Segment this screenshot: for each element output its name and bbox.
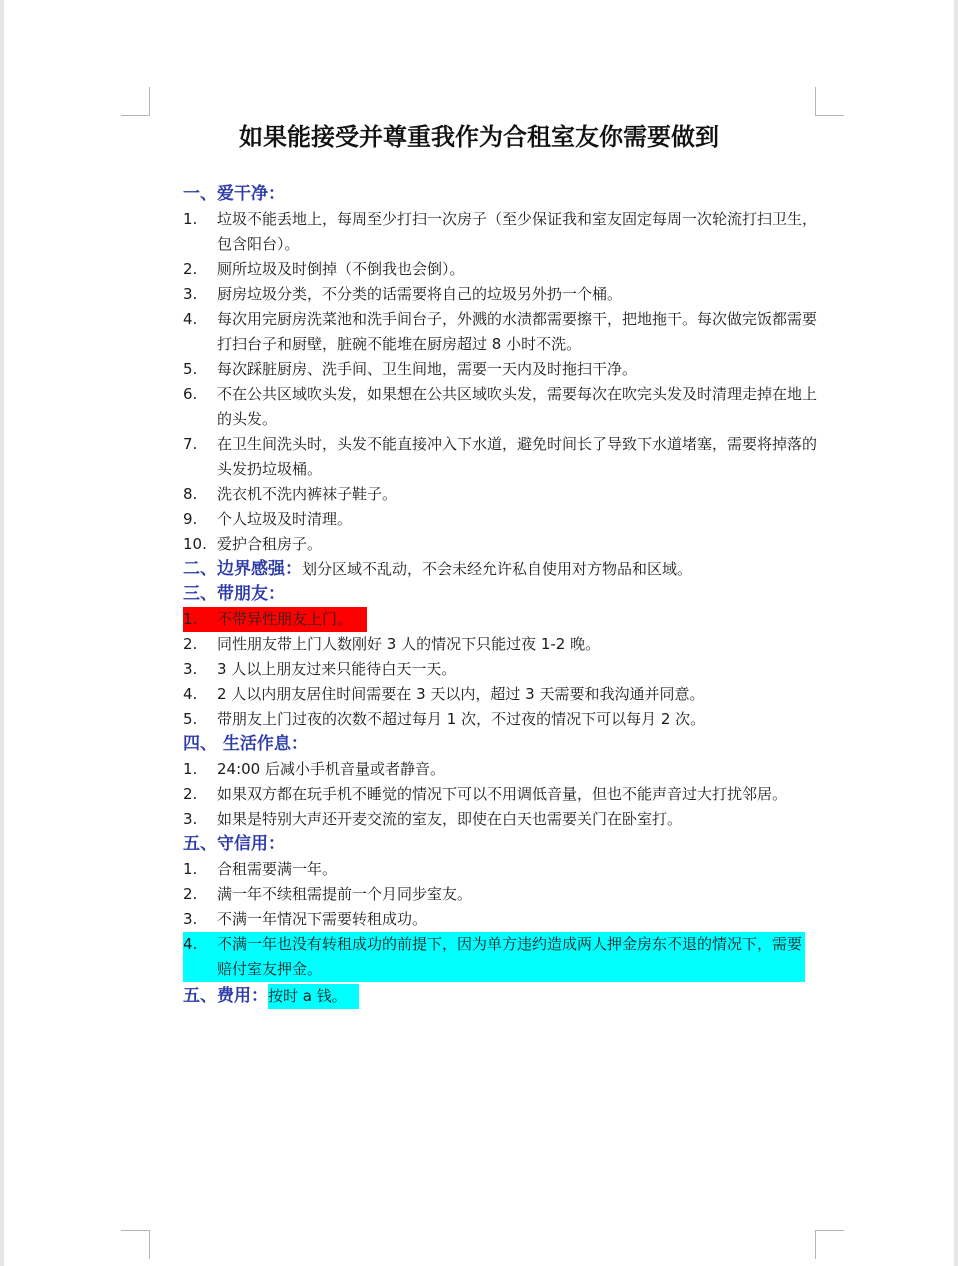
list-text: 24:00 后减小手机音量或者静音。 <box>217 760 445 778</box>
list-text: 垃圾不能丢地上，每周至少打扫一次房子（至少保证我和室友固定每周一次轮流打扫卫生，包含阳台）。 <box>217 210 818 253</box>
list-item <box>183 907 823 932</box>
list-text: 不满一年情况下需要转租成功。 <box>217 910 428 928</box>
list-number: 9. <box>183 510 198 528</box>
list-item <box>183 632 823 657</box>
list-text: 满一年不续租需提前一个月同步室友。 <box>217 885 473 903</box>
list-item-highlighted <box>183 932 805 982</box>
list-text: 不带异性朋友上门。 <box>217 610 353 628</box>
list-number: 1. <box>183 210 198 228</box>
list-item-highlighted <box>183 607 367 632</box>
list-item <box>183 307 823 357</box>
section-heading-friends: 三、带朋友： <box>183 584 285 604</box>
page-edge-left <box>0 0 4 1266</box>
list-item <box>183 482 823 507</box>
list-text: 带朋友上门过夜的次数不超过每月 1 次，不过夜的情况下可以每月 2 次。 <box>217 710 706 728</box>
list-item <box>183 532 823 557</box>
list-text: 在卫生间洗头时，头发不能直接冲入下水道，避免时间长了导致下水道堵塞，需要将掉落的头发扔垃圾桶。 <box>217 435 818 478</box>
list-item <box>183 432 823 482</box>
list-number: 2. <box>183 635 198 653</box>
list-number: 4. <box>183 935 198 953</box>
list-text: 3 人以上朋友过来只能待白天一天。 <box>217 660 457 678</box>
crop-mark-bottom-left <box>121 1230 150 1259</box>
list-text: 厨房垃圾分类，不分类的话需要将自己的垃圾另外扔一个桶。 <box>217 285 623 303</box>
list-text: 不在公共区域吹头发，如果想在公共区域吹头发，需要每次在吹完头发及时清理走掉在地上的头发。 <box>217 385 818 428</box>
list-number: 3. <box>183 285 198 303</box>
list-text: 2 人以内朋友居住时间需要在 3 天以内，超过 3 天需要和我沟通并同意。 <box>217 685 705 703</box>
list-number: 3. <box>183 910 198 928</box>
crop-mark-top-right <box>815 87 844 116</box>
list-text: 同性朋友带上门人数刚好 3 人的情况下只能过夜 1-2 晚。 <box>217 635 601 653</box>
list-number: 2. <box>183 260 198 278</box>
list-text: 每次踩脏厨房、洗手间、卫生间地，需要一天内及时拖扫干净。 <box>217 360 638 378</box>
list-text: 厕所垃圾及时倒掉（不倒我也会倒）。 <box>217 260 465 278</box>
list-item <box>183 507 823 532</box>
list-text: 如果是特别大声还开麦交流的室友，即使在白天也需要关门在卧室打。 <box>217 810 683 828</box>
list-number: 5. <box>183 360 198 378</box>
list-number: 3. <box>183 810 198 828</box>
list-item <box>183 857 823 882</box>
list-item <box>183 357 823 382</box>
section-heading-label: 五、费用： <box>183 986 268 1006</box>
section-heading-trust: 五、守信用： <box>183 834 285 854</box>
list-item <box>183 382 823 432</box>
list-item <box>183 682 823 707</box>
list-item <box>183 882 823 907</box>
section-inline-text-highlighted: 按时 a 钱。 <box>268 984 359 1009</box>
list-item <box>183 757 823 782</box>
list-number: 7. <box>183 435 198 453</box>
list-number: 1. <box>183 860 198 878</box>
list-item <box>183 782 823 807</box>
document-body <box>183 182 823 1009</box>
list-number: 8. <box>183 485 198 503</box>
section-heading-fees <box>183 984 823 1009</box>
list-item <box>183 257 823 282</box>
list-item <box>183 282 823 307</box>
section-heading-schedule: 四、 生活作息： <box>183 734 308 754</box>
list-number: 5. <box>183 710 198 728</box>
list-text: 如果双方都在玩手机不睡觉的情况下可以不用调低音量，但也不能声音过大打扰邻居。 <box>217 785 788 803</box>
list-number: 6. <box>183 385 198 403</box>
list-text: 每次用完厨房洗菜池和洗手间台子，外溅的水渍都需要擦干，把地拖干。每次做完饭都需要打扫台子和厨壁，脏碗不能堆在厨房超过 8 小时不洗。 <box>217 310 818 353</box>
list-number: 3. <box>183 660 198 678</box>
list-number: 10. <box>183 535 207 553</box>
list-number: 2. <box>183 785 198 803</box>
section-inline-text: 划分区域不乱动，不会未经允许私自使用对方物品和区域。 <box>302 560 693 578</box>
list-item <box>183 657 823 682</box>
section-heading-clean: 一、爱干净： <box>183 184 285 204</box>
list-text: 合租需要满一年。 <box>217 860 338 878</box>
list-number: 1. <box>183 610 198 628</box>
section-heading-boundary <box>183 557 823 582</box>
list-number: 4. <box>183 310 198 328</box>
list-number: 4. <box>183 685 198 703</box>
list-number: 1. <box>183 760 198 778</box>
list-text: 爱护合租房子。 <box>217 535 323 553</box>
list-text: 不满一年也没有转租成功的前提下，因为单方违约造成两人押金房东不退的情况下，需要赔付室友押金。 <box>217 935 803 978</box>
list-number: 2. <box>183 885 198 903</box>
document-title: 如果能接受并尊重我作为合租室友你需要做到 <box>239 123 719 151</box>
list-item <box>183 707 823 732</box>
list-text: 洗衣机不洗内裤袜子鞋子。 <box>217 485 398 503</box>
list-item <box>183 207 823 257</box>
list-text: 个人垃圾及时清理。 <box>217 510 353 528</box>
crop-mark-top-left <box>121 87 150 116</box>
list-item <box>183 807 823 832</box>
crop-mark-bottom-right <box>815 1230 844 1259</box>
page-edge-right <box>954 0 958 1266</box>
section-heading-label: 二、边界感强： <box>183 559 302 579</box>
